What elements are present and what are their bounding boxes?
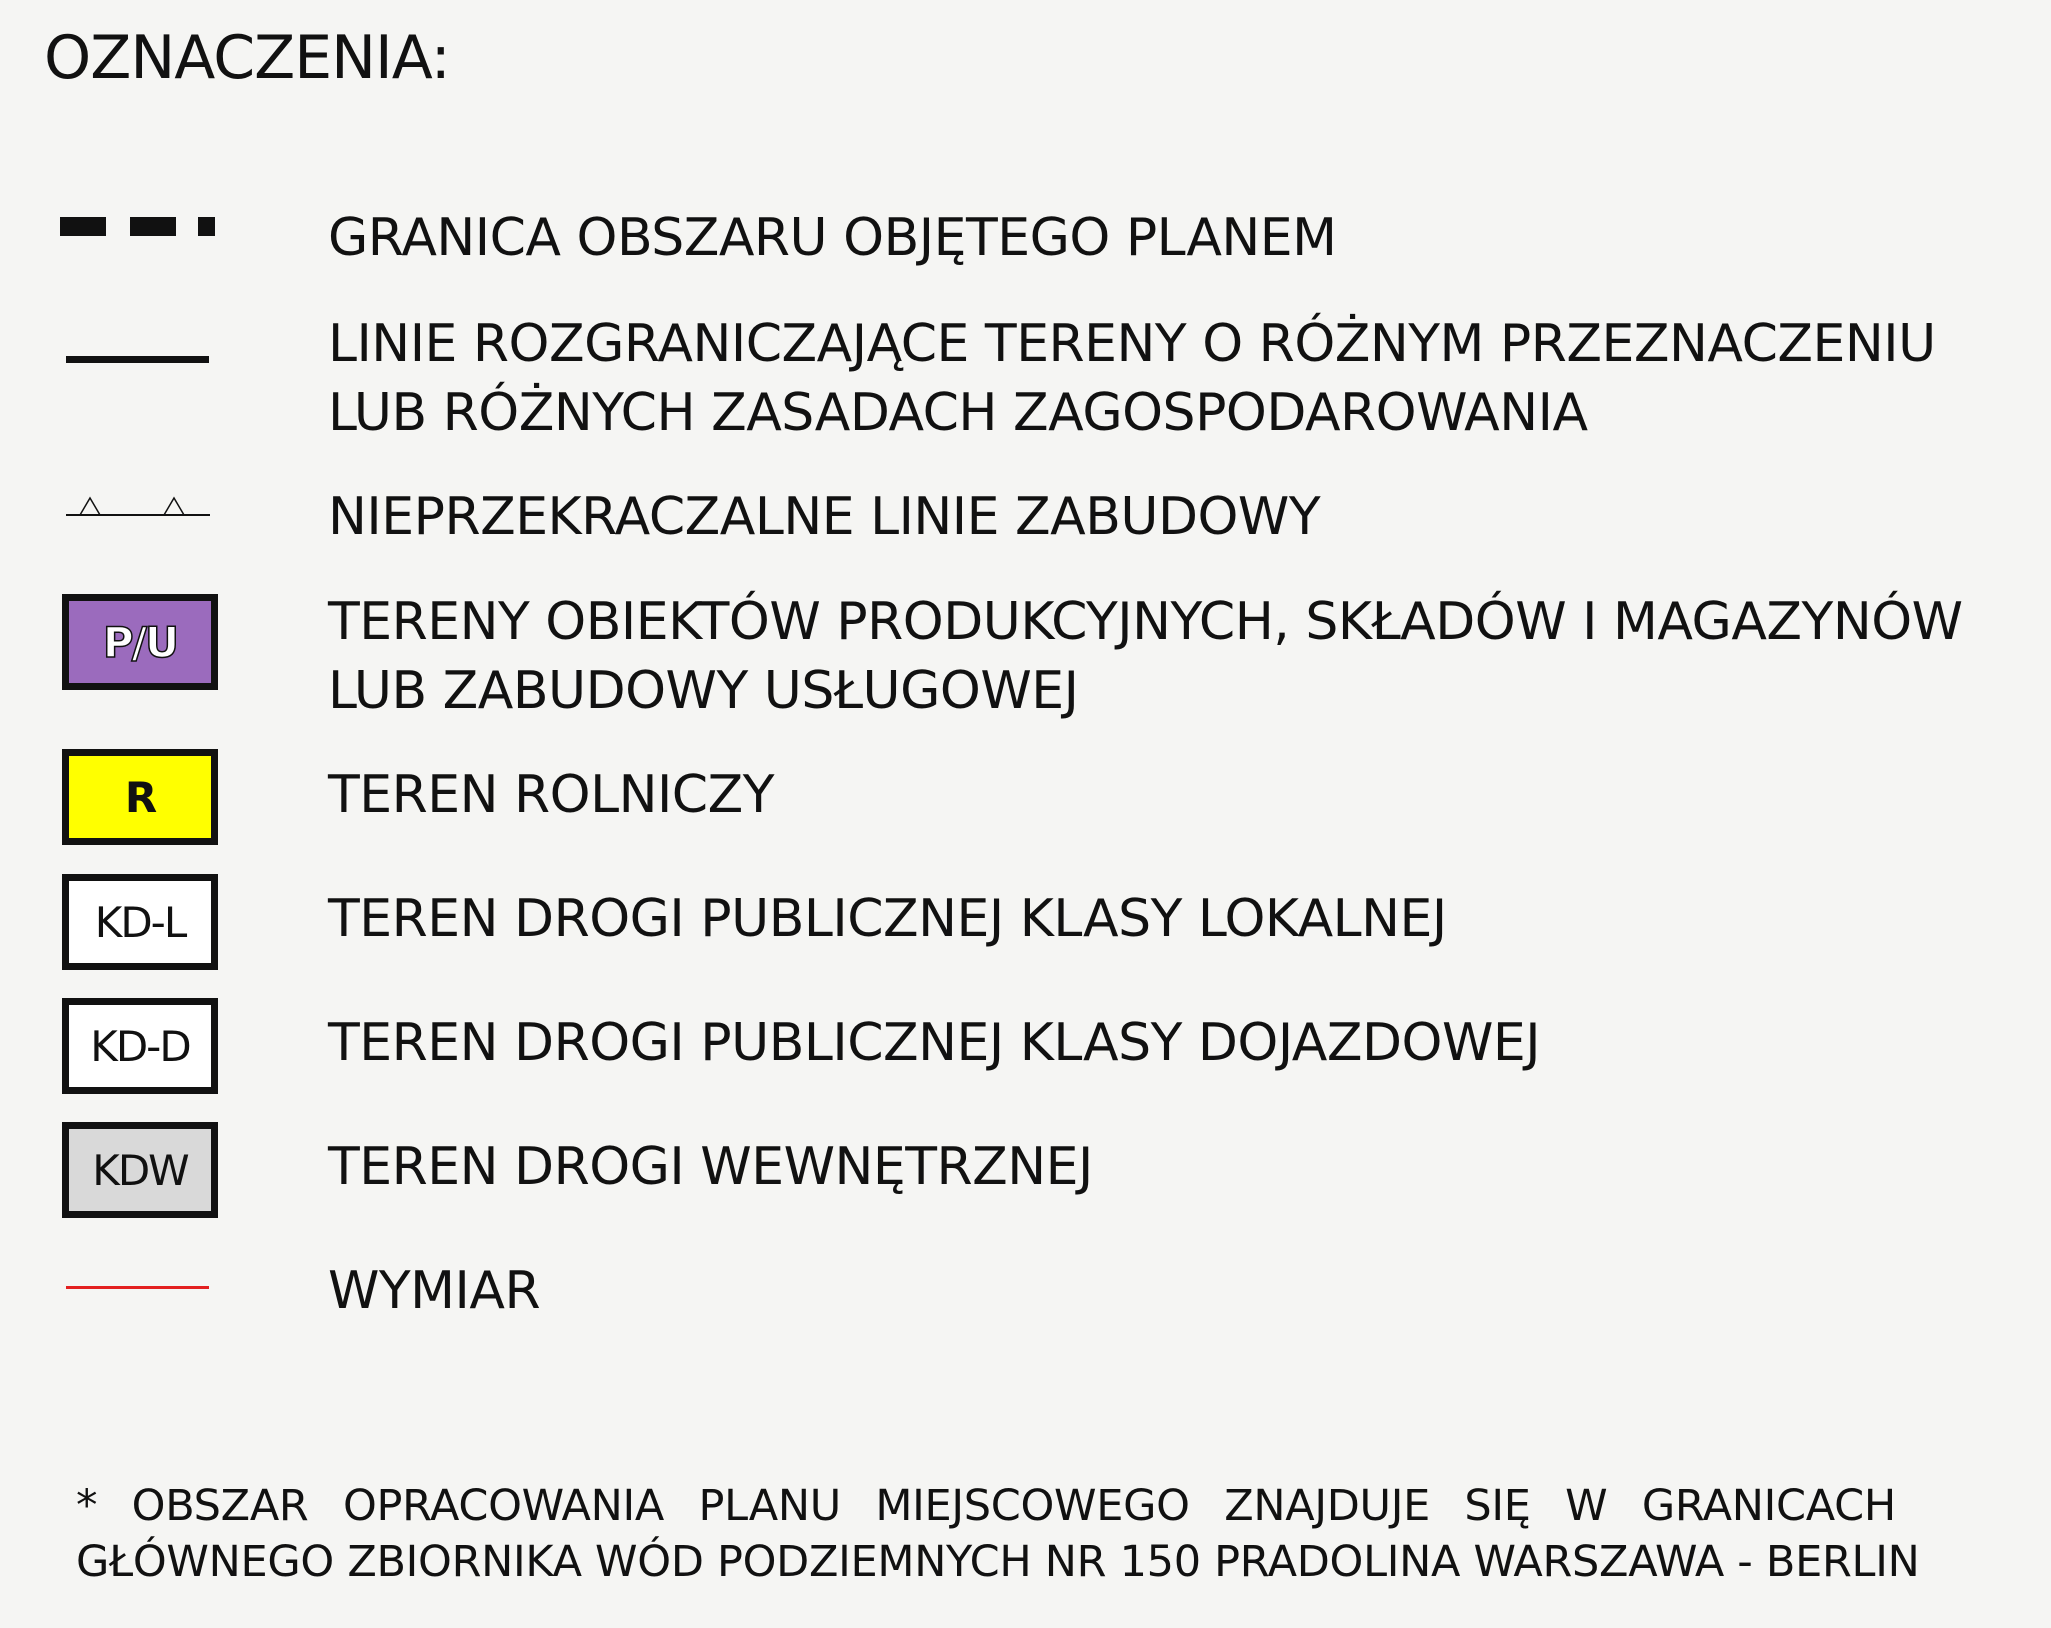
legend-label-access-road: TEREN DROGI PUBLICZNEJ KLASY DOJAZDOWEJ xyxy=(328,1013,1541,1073)
footnote-line-1: * OBSZAR OPRACOWANIA PLANU MIEJSCOWEGO ZNAJDUJE SIĘ W GRANICACH xyxy=(76,1481,1896,1531)
dimension-line-symbol xyxy=(60,1281,215,1295)
building-line-symbol xyxy=(60,490,215,520)
dividing-line-symbol xyxy=(60,350,215,370)
kdl-road-symbol xyxy=(62,874,218,970)
pu-zone-code: P/U xyxy=(102,617,178,667)
legend-label-agricultural: TEREN ROLNICZY xyxy=(328,765,774,825)
page-title: OZNACZENIA: xyxy=(44,23,450,93)
kdw-road-symbol xyxy=(62,1122,218,1218)
legend-label-dimension: WYMIAR xyxy=(328,1261,541,1321)
plan-boundary-symbol xyxy=(60,212,215,242)
kdl-road-code: KD-L xyxy=(94,897,186,947)
pu-zone-symbol xyxy=(62,594,218,690)
legend-label-internal-road: TEREN DROGI WEWNĘTRZNEJ xyxy=(328,1137,1093,1197)
legend-label-local-road: TEREN DROGI PUBLICZNEJ KLASY LOKALNEJ xyxy=(328,889,1447,949)
kdw-road-code: KDW xyxy=(92,1145,188,1195)
kdd-road-code: KD-D xyxy=(90,1021,190,1071)
footnote-line-2: GŁÓWNEGO ZBIORNIKA WÓD PODZIEMNYCH NR 150 PRADOLINA WARSZAWA - BERLIN xyxy=(76,1537,1920,1587)
legend-label-dividing-lines: LINIE ROZGRANICZAJĄCE TERENY O RÓŻNYM PRZEZNACZENIU LUB RÓŻNYCH ZASADACH ZAGOSPODAROWANIA xyxy=(328,314,1936,443)
legend-label-building-lines: NIEPRZEKRACZALNE LINIE ZABUDOWY xyxy=(328,487,1321,547)
r-zone-symbol xyxy=(62,749,218,845)
r-zone-code: R xyxy=(124,772,156,822)
footnote xyxy=(76,1478,1920,1590)
legend-label-boundary: GRANICA OBSZARU OBJĘTEGO PLANEM xyxy=(328,208,1337,268)
kdd-road-symbol xyxy=(62,998,218,1094)
legend-label-production-zone: TERENY OBIEKTÓW PRODUKCYJNYCH, SKŁADÓW I MAGAZYNÓW LUB ZABUDOWY USŁUGOWEJ xyxy=(328,592,1963,721)
